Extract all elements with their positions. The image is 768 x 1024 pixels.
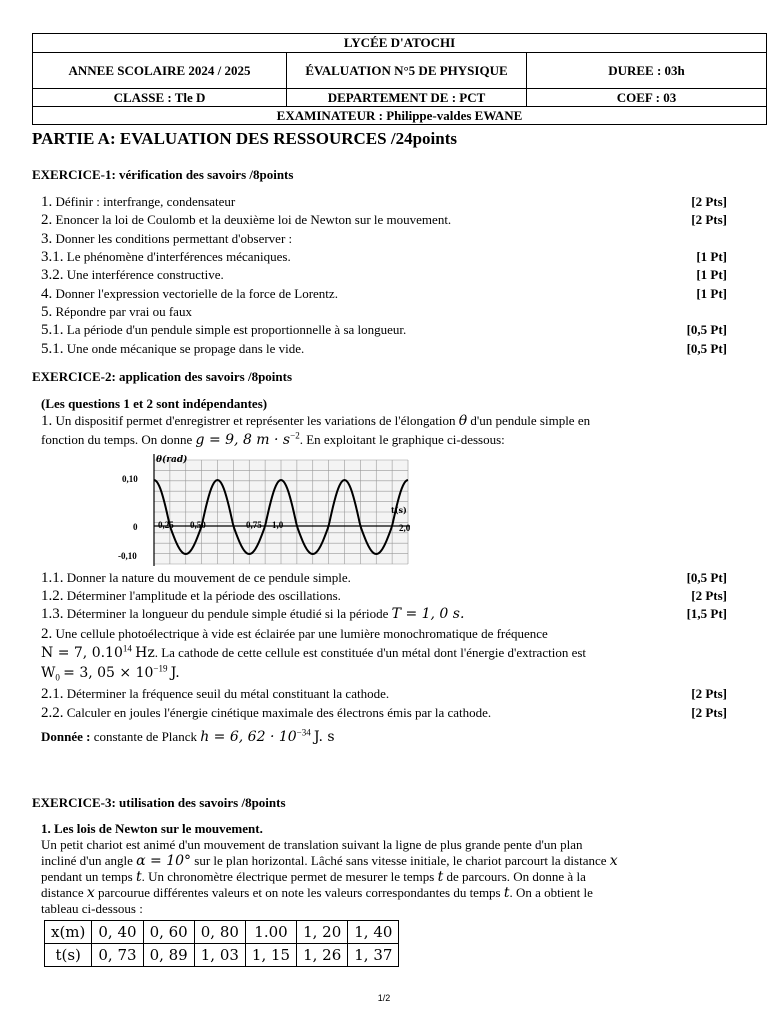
exercise-2-title: EXERCICE-2: application des savoirs /8points [32, 369, 293, 384]
ex1-item: 1. Définir : interfrange, condensateur [2 Pts] [41, 194, 727, 210]
exercise-1-title: EXERCICE-1: vérification des savoirs /8points [32, 167, 294, 182]
table-cell: 1.00 [245, 921, 296, 944]
table-cell: 1, 26 [297, 944, 348, 967]
ex2-item: 1.3. Déterminer la longueur du pendule simple étudié si la période T = 1, 0 s. [1,5 Pt] [41, 606, 727, 622]
exercise-2-note: (Les questions 1 et 2 sont indépendantes) [41, 396, 268, 411]
graph-xlabel: t(s) [391, 505, 407, 515]
evaluation-title: ÉVALUATION N°5 DE PHYSIQUE [287, 53, 527, 89]
table-cell: 0, 73 [92, 944, 143, 967]
page-number: 1/2 [377, 993, 391, 1003]
table-cell: 1, 37 [348, 944, 399, 967]
x-tick: 0,50 [190, 520, 206, 530]
planck-data: Donnée : constante de Planck h = 6, $62 \cdot 10^{-34}$ J. s [41, 727, 335, 745]
table-row [45, 944, 399, 967]
x-tick: 1,0 [272, 520, 284, 530]
ex1-item: 3. Donner les conditions permettant d'observer : [41, 231, 293, 247]
table-row [45, 921, 399, 944]
x-tick: 0,75 [246, 520, 262, 530]
ex2-q2-line2: N = 7, 0.10$^{14}$ Hz. La cathode de cette cellule est constituée d'un métal dont l'énergie d'extraction est [41, 643, 587, 661]
school-year: ANNEE SCOLAIRE 2024 / 2025 [33, 53, 287, 89]
x-tick: 2,0 [399, 523, 411, 533]
y-tick-max: 0,10 [122, 474, 138, 484]
ex2-item: 1.2. Déterminer l'amplitude et la période des oscillations. [2 Pts] [41, 588, 727, 604]
table-cell: 0, 40 [92, 921, 143, 944]
school-name: LYCÉE D'ATOCHI [33, 34, 767, 53]
exercise-3-title: EXERCICE-3: utilisation des savoirs /8points [32, 795, 286, 810]
coefficient: COEF : 03 [527, 89, 767, 107]
ex3-text: incliné d'un angle α = 10° sur le plan horizontal. Lâché sans vitesse initiale, le chariot parcourt la distance x [41, 853, 618, 869]
exercise-3-subtitle: 1. Les lois de Newton sur le mouvement. [41, 821, 263, 836]
ex2-item: 2.2. Calculer en joules l'énergie cinétique maximale des électrons émis par la cathode. [2 Pts] [41, 705, 727, 721]
ex2-item: 2.1. Déterminer la fréquence seuil du métal constituant la cathode. [2 Pts] [41, 686, 727, 702]
ex2-q1-line2: fonction du temps. On donne g = 9, 8 $m \cdot s^{-2}$. En exploitant le graphique ci-dessous: [41, 430, 505, 448]
ex3-text: tableau ci-dessous : [41, 901, 143, 916]
part-a-title: PARTIE A: EVALUATION DES RESSOURCES /24points [32, 129, 457, 148]
table-cell: 1, 03 [194, 944, 245, 967]
ex1-item: 5.1. La période d'un pendule simple est proportionnelle à sa longueur. [0,5 Pt] [41, 322, 727, 338]
ex3-text: distance x parcourue différentes valeurs et on note les valeurs correspondantes du temps t. On a obtient le [41, 885, 593, 901]
ex2-q2-line1: 2. Une cellule photoélectrique à vide est éclairée par une lumière monochromatique de fréquence [41, 626, 548, 642]
table-cell: 1, 20 [297, 921, 348, 944]
ex1-item: 3.1. Le phénomène d'interférences mécaniques. [1 Pt] [41, 249, 727, 265]
class: CLASSE : Tle D [33, 89, 287, 107]
graph-ylabel: θ(rad) [156, 455, 188, 465]
ex1-item: 4. Donner l'expression vectorielle de la force de Lorentz. [1 Pt] [41, 286, 727, 302]
ex1-item: 2. Enoncer la loi de Coulomb et la deuxième loi de Newton sur le mouvement. [2 Pts] [41, 212, 727, 228]
x-tick: 0,25 [158, 520, 174, 530]
table-cell: 0, 60 [143, 921, 194, 944]
y-tick-zero: 0 [133, 522, 138, 532]
table-row-label: x(m) [45, 921, 92, 944]
table-row-label: t(s) [45, 944, 92, 967]
table-cell: 0, 89 [143, 944, 194, 967]
ex2-item: 1.1. Donner la nature du mouvement de ce pendule simple. [0,5 Pt] [41, 570, 727, 586]
table-cell: 1, 15 [245, 944, 296, 967]
header-table [32, 33, 767, 125]
ex1-item: 5.1. Une onde mécanique se propage dans le vide. [0,5 Pt] [41, 341, 727, 357]
ex2-q2-line3: $W_0 = 3$, $05 \times 10^{-19}$ J. [41, 663, 180, 683]
examiner: EXAMINATEUR : Philippe-valdes EWANE [33, 107, 767, 125]
table-cell: 0, 80 [194, 921, 245, 944]
duration: DUREE : 03h [527, 53, 767, 89]
ex1-item: 3.2. Une interférence constructive. [1 Pt] [41, 267, 727, 283]
y-tick-min: -0,10 [118, 551, 137, 561]
pendulum-graph [108, 450, 413, 568]
data-table [44, 920, 399, 967]
table-cell: 1, 40 [348, 921, 399, 944]
ex3-text: Un petit chariot est animé d'un mouvement de translation suivant la ligne de plus grande pente d'un plan [41, 837, 583, 852]
ex3-text: pendant un temps t. Un chronomètre électrique permet de mesurer le temps t de parcours. On donne à la [41, 869, 586, 885]
ex1-item: 5. Répondre par vrai ou faux [41, 304, 192, 320]
department: DEPARTEMENT DE : PCT [287, 89, 527, 107]
ex2-q1-line1: 1. Un dispositif permet d'enregistrer et représenter les variations de l'élongation θ d'un pendule simple en [41, 413, 591, 429]
